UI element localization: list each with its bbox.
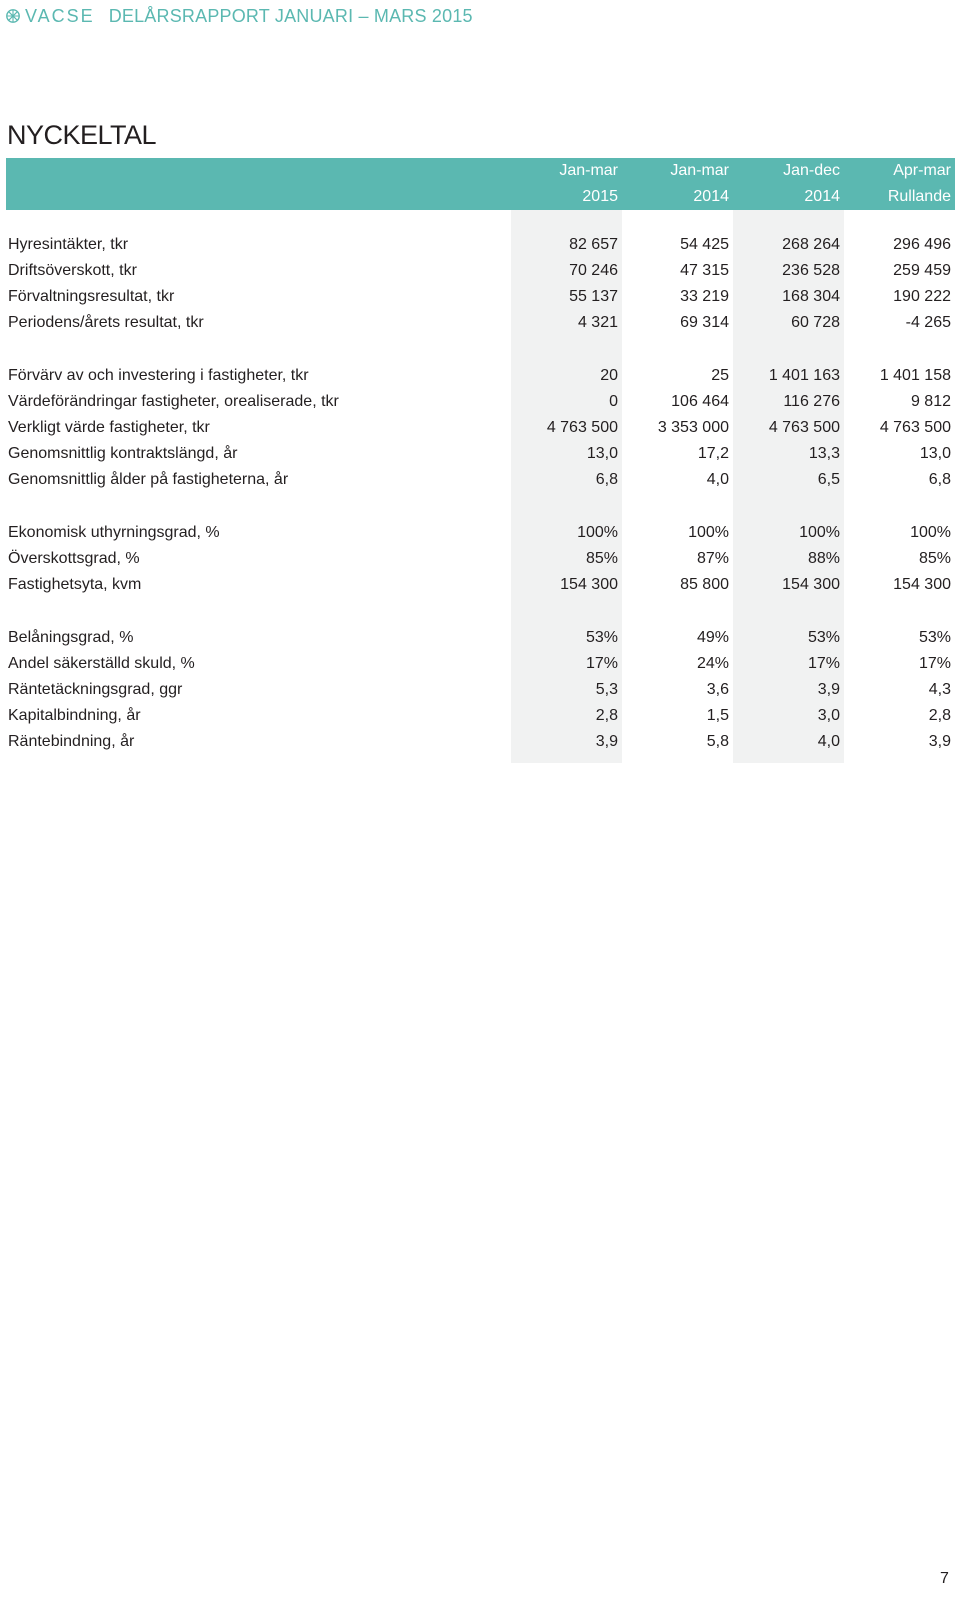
column-header-jan-dec-2014: [720, 158, 840, 210]
cell-jan-dec-2014: 3,0: [817, 707, 840, 724]
column-header-year: Rullande: [887, 188, 951, 205]
column-header-apr-mar-rullande: [831, 158, 951, 210]
document-title: DELÅRSRAPPORT JANUARI – MARS 2015: [108, 5, 473, 26]
row-label: Fastighetsyta, kvm: [8, 576, 142, 593]
table-row: [0, 232, 960, 258]
cell-jan-mar-2015: 0: [609, 393, 618, 410]
cell-apr-mar-rullande: 4 763 500: [879, 419, 951, 436]
column-header-period: Jan-mar: [559, 162, 618, 179]
cell-jan-mar-2015: 2,8: [595, 707, 618, 724]
cell-jan-mar-2014: 54 425: [680, 236, 729, 253]
cell-jan-mar-2014: 1,5: [706, 707, 729, 724]
row-label: Genomsnittlig kontraktslängd, år: [8, 445, 238, 462]
cell-jan-dec-2014: 168 304: [782, 288, 840, 305]
table-row: [0, 651, 960, 677]
column-header-year: 2014: [804, 188, 840, 205]
cell-jan-dec-2014: 88%: [807, 550, 840, 567]
table-row: [0, 625, 960, 651]
cell-jan-dec-2014: 60 728: [791, 314, 840, 331]
page-number: 7: [940, 1570, 949, 1587]
cell-jan-dec-2014: 4 763 500: [768, 419, 840, 436]
cell-apr-mar-rullande: 259 459: [893, 262, 951, 279]
brand-name: VACSE: [25, 5, 95, 26]
cell-jan-mar-2015: 3,9: [595, 733, 618, 750]
row-label: Räntebindning, år: [8, 733, 135, 750]
table-row: [0, 310, 960, 336]
column-header-period: Jan-mar: [670, 162, 729, 179]
cell-apr-mar-rullande: 3,9: [928, 733, 951, 750]
row-label: Andel säkerställd skuld, %: [8, 655, 195, 672]
row-label: Kapitalbindning, år: [8, 707, 141, 724]
row-label: Hyresintäkter, tkr: [8, 236, 129, 253]
cell-apr-mar-rullande: 4,3: [928, 681, 951, 698]
cell-jan-mar-2015: 5,3: [595, 681, 618, 698]
row-label: Ekonomisk uthyrningsgrad, %: [8, 524, 220, 541]
cell-jan-mar-2015: 53%: [585, 629, 618, 646]
cell-jan-dec-2014: 236 528: [782, 262, 840, 279]
row-label: Förvärv av och investering i fastigheter, tkr: [8, 367, 309, 384]
cell-apr-mar-rullande: -4 265: [905, 314, 951, 331]
cell-jan-mar-2015: 17%: [585, 655, 618, 672]
cell-apr-mar-rullande: 2,8: [928, 707, 951, 724]
table-row: [0, 467, 960, 493]
row-label: Periodens/årets resultat, tkr: [8, 314, 204, 331]
company-logo-icon: [6, 9, 20, 23]
column-header-year: 2014: [693, 188, 729, 205]
cell-apr-mar-rullande: 6,8: [928, 471, 951, 488]
cell-jan-mar-2014: 3,6: [706, 681, 729, 698]
row-label: Räntetäckningsgrad, ggr: [8, 681, 183, 698]
cell-apr-mar-rullande: 190 222: [893, 288, 951, 305]
page-header: [6, 5, 473, 27]
cell-jan-dec-2014: 4,0: [817, 733, 840, 750]
cell-jan-mar-2015: 20: [600, 367, 618, 384]
cell-jan-mar-2014: 5,8: [706, 733, 729, 750]
table-row: [0, 363, 960, 389]
cell-jan-mar-2015: 13,0: [586, 445, 618, 462]
cell-jan-dec-2014: 116 276: [783, 393, 840, 410]
cell-jan-mar-2015: 82 657: [569, 236, 618, 253]
cell-apr-mar-rullande: 1 401 158: [879, 367, 951, 384]
cell-apr-mar-rullande: 100%: [910, 524, 951, 541]
cell-jan-mar-2014: 24%: [696, 655, 729, 672]
cell-jan-mar-2015: 154 300: [560, 576, 618, 593]
cell-jan-mar-2014: 106 464: [671, 393, 729, 410]
column-header-jan-mar-2014: [609, 158, 729, 210]
row-label: Verkligt värde fastigheter, tkr: [8, 419, 210, 436]
row-label: Överskottsgrad, %: [8, 550, 140, 567]
cell-jan-dec-2014: 17%: [807, 655, 840, 672]
section-title: NYCKELTAL: [7, 120, 157, 150]
cell-apr-mar-rullande: 296 496: [893, 236, 951, 253]
table-row: [0, 520, 960, 546]
cell-apr-mar-rullande: 17%: [918, 655, 951, 672]
table-row: [0, 546, 960, 572]
table-row: [0, 441, 960, 467]
cell-jan-mar-2014: 3 353 000: [657, 419, 729, 436]
cell-jan-mar-2015: 70 246: [569, 262, 618, 279]
cell-jan-mar-2014: 33 219: [680, 288, 729, 305]
row-label: Förvaltningsresultat, tkr: [8, 288, 175, 305]
table-row: [0, 389, 960, 415]
cell-apr-mar-rullande: 154 300: [893, 576, 951, 593]
cell-apr-mar-rullande: 9 812: [910, 393, 951, 410]
cell-jan-dec-2014: 53%: [807, 629, 840, 646]
column-header-period: Jan-dec: [783, 162, 840, 179]
column-header-jan-mar-2015: [498, 158, 618, 210]
cell-jan-mar-2014: 25: [711, 367, 729, 384]
cell-jan-mar-2015: 4 321: [577, 314, 618, 331]
column-header-year: 2015: [582, 188, 618, 205]
table-row: [0, 729, 960, 755]
table-row: [0, 258, 960, 284]
cell-jan-dec-2014: 1 401 163: [768, 367, 840, 384]
row-label: Driftsöverskott, tkr: [8, 262, 137, 279]
table-row: [0, 572, 960, 598]
cell-jan-mar-2014: 17,2: [697, 445, 729, 462]
cell-jan-dec-2014: 268 264: [782, 236, 840, 253]
row-label: Belåningsgrad, %: [8, 629, 134, 646]
cell-jan-mar-2014: 49%: [696, 629, 729, 646]
cell-jan-mar-2015: 85%: [585, 550, 618, 567]
cell-jan-mar-2015: 6,8: [595, 471, 618, 488]
row-label: Värdeförändringar fastigheter, orealiserade, tkr: [8, 393, 339, 410]
table-row: [0, 677, 960, 703]
column-header-period: Apr-mar: [893, 162, 951, 179]
cell-jan-mar-2015: 100%: [577, 524, 618, 541]
cell-apr-mar-rullande: 85%: [918, 550, 951, 567]
table-row: [0, 703, 960, 729]
cell-jan-dec-2014: 100%: [799, 524, 840, 541]
cell-jan-mar-2014: 4,0: [706, 471, 729, 488]
cell-jan-mar-2014: 69 314: [680, 314, 729, 331]
row-label: Genomsnittlig ålder på fastigheterna, år: [8, 471, 289, 488]
cell-apr-mar-rullande: 53%: [918, 629, 951, 646]
cell-jan-mar-2014: 47 315: [680, 262, 729, 279]
table-row: [0, 284, 960, 310]
cell-jan-mar-2015: 4 763 500: [546, 419, 618, 436]
cell-jan-mar-2014: 85 800: [680, 576, 729, 593]
cell-apr-mar-rullande: 13,0: [919, 445, 951, 462]
cell-jan-dec-2014: 13,3: [808, 445, 840, 462]
cell-jan-dec-2014: 6,5: [817, 471, 840, 488]
cell-jan-dec-2014: 154 300: [782, 576, 840, 593]
cell-jan-mar-2014: 87%: [696, 550, 729, 567]
cell-jan-mar-2014: 100%: [688, 524, 729, 541]
cell-jan-mar-2015: 55 137: [569, 288, 618, 305]
table-row: [0, 415, 960, 441]
cell-jan-dec-2014: 3,9: [817, 681, 840, 698]
